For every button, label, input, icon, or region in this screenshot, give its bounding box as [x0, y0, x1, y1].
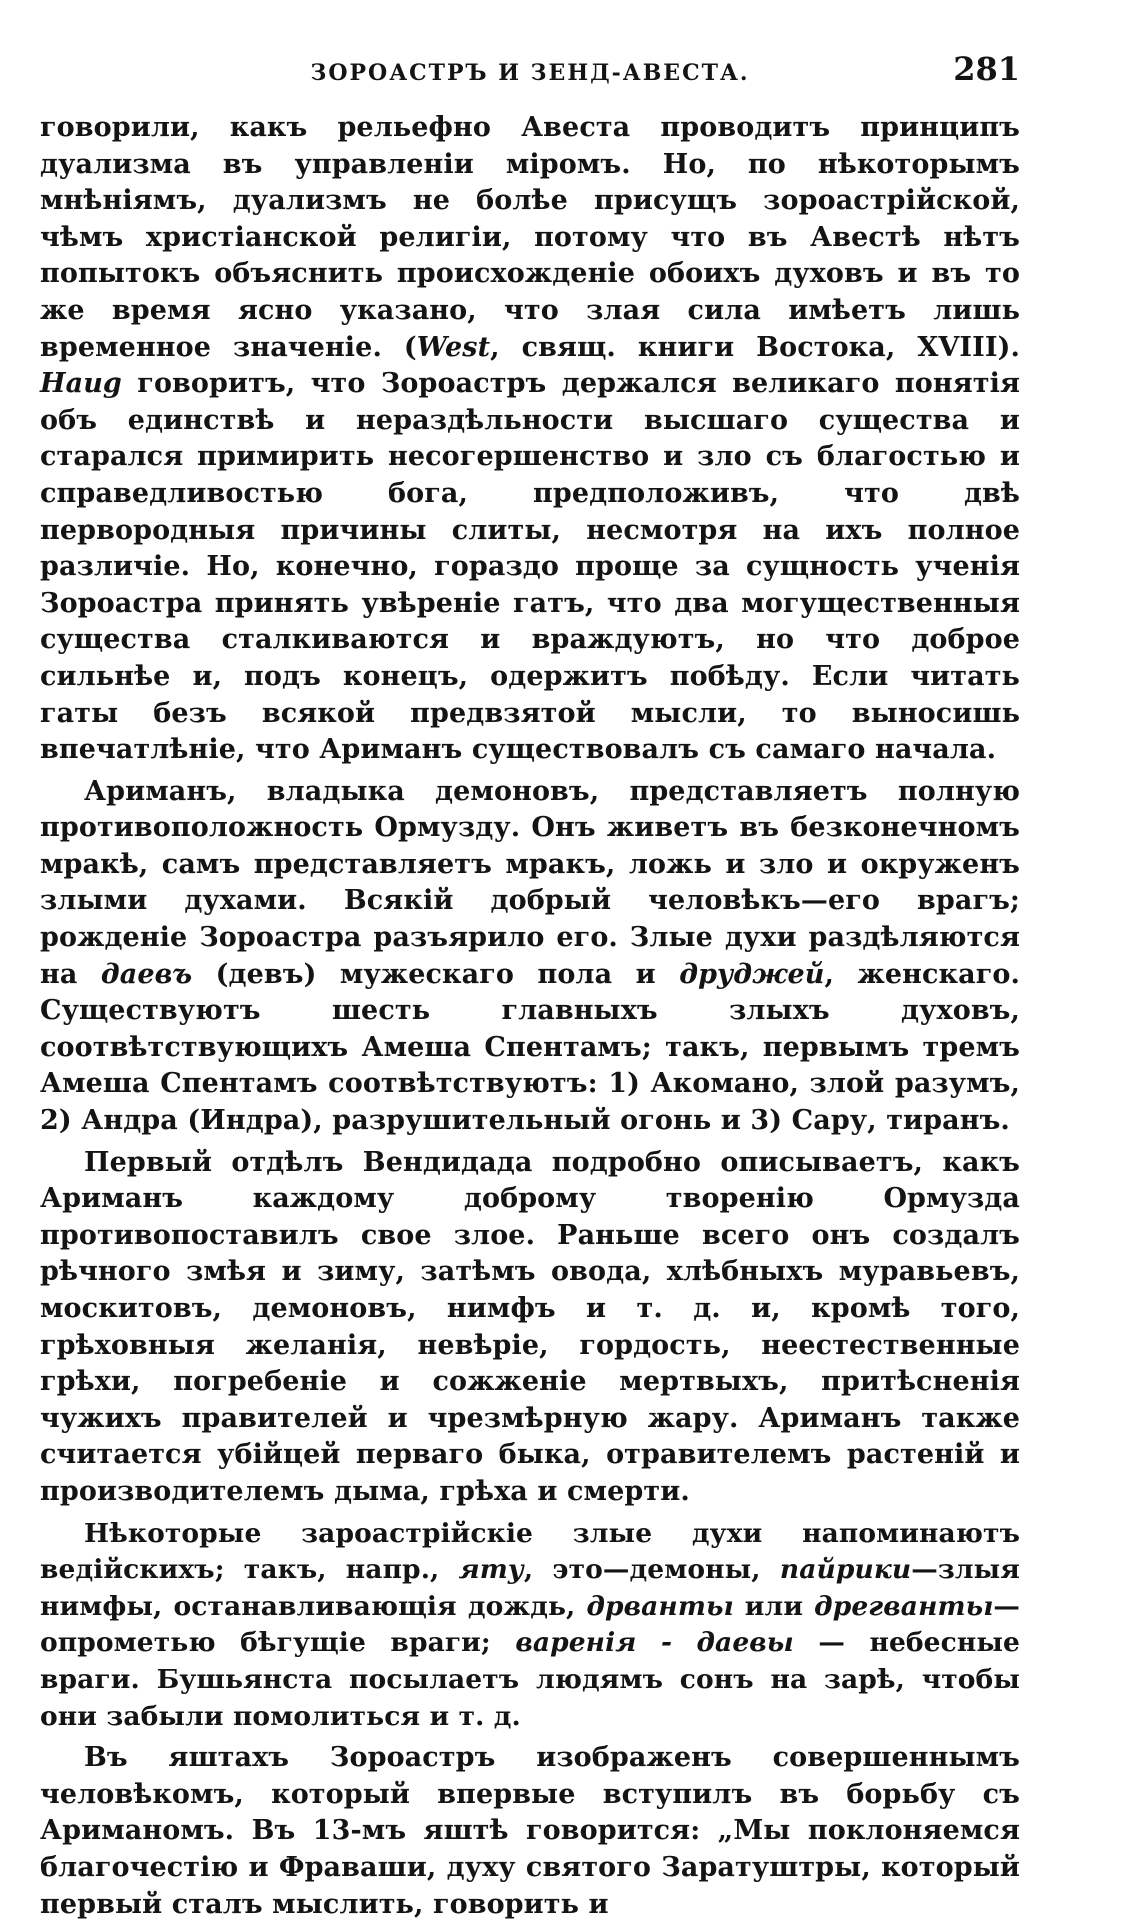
text-run: говорили, какъ рельефно Авеста проводитъ принципъ дуализма въ управленіи міромъ. Но, по нѣкоторымъ мнѣніямъ, дуализмъ не болѣе присущъ зороастрійской, чѣмъ христіанской религіи, потому что въ Авестѣ нѣтъ попытокъ объяснить происхожденіе обоихъ духовъ и въ то же время ясно указано, что злая сила имѣетъ лишь временное значеніе. ( — [40, 112, 1020, 363]
italic-term: дрвантьı — [586, 1590, 734, 1622]
text-run: (девъ) мужескаго пола и — [192, 958, 680, 990]
paragraph-3 — [40, 1145, 1020, 1511]
italic-term: пайрики — [779, 1554, 912, 1586]
text-run: —злыя нимфы, останавливающія дождь, — [40, 1554, 1020, 1622]
text-run: Первый отдѣлъ Вендидада подробно описываетъ, какъ Ариманъ каждому доброму творенію Ормузда противопоставилъ свое злое. Раньше всего онъ создалъ рѣчного змѣя и зиму, затѣмъ овода, хлѣбныхъ муравьевъ, москитовъ, демоновъ, нимфъ и т. д. и, кромѣ того, грѣховныя желанія, невѣріе, гордость, неестественные грѣхи, погребеніе и сожженіе мертвыхъ, притѣсненія чужихъ правителей и чрезмѣрную жару. Ариманъ также считается убійцей перваго быка, отравителемъ растеній и производителемъ дыма, грѣха и смерти. — [40, 1146, 1020, 1507]
text-run: Въ яштахъ Зороастръ изображенъ совершеннымъ человѣкомъ, который впервые вступилъ въ борьбу съ Ариманомъ. Въ 13-мъ яштѣ говорится: „Мы поклоняемся благочестію и Фраваши, духу святого Заратуштры, который первый сталъ мыслить, говорить и — [40, 1742, 1020, 1920]
italic-term: дрегвантьı — [814, 1590, 994, 1622]
italic-author-name: Haug — [40, 368, 122, 400]
text-run: говоритъ, что Зороастръ держался великаго понятія объ единствѣ и нераздѣльности высшаго существа и старался примирить несогершенство и зло съ благостью и справедливостью бога, предположивъ, что двѣ первородныя причины слиты, несмотря на ихъ полное различіе. Но, конечно, гораздо проще за сущность ученія Зороастра принять увѣреніе гатъ, что два могущественныя существа сталкиваются и враждуютъ, но что доброе сильнѣе и, подъ конецъ, одержитъ побѣду. Если читать гаты безъ всякой предвзятой мысли, то выносишь впечатлѣніе, что Ариманъ существовалъ съ самаго начала. — [40, 368, 1020, 766]
text-run: или — [733, 1590, 815, 1622]
running-title: ЗОРОАСТРЪ И ЗЕНД-АВЕСТА. — [310, 60, 750, 86]
text-run: Нѣкоторые зароастрійскіе злые духи напоминаютъ ведійскихъ; такъ, напр., — [40, 1517, 1020, 1586]
text-run: — небесные враги. Бушьянста посылаетъ людямъ сонъ на зарѣ, чтобы они забыли помолиться и т. д. — [40, 1627, 1020, 1732]
italic-term: даевъ — [100, 958, 193, 990]
italic-term: друджей — [679, 958, 825, 990]
running-head — [40, 50, 1020, 90]
text-run: Ариманъ, владыка демоновъ, представляетъ полную противоположность Ормузду. Онъ живетъ въ безконечномъ мракѣ, самъ представляетъ мракъ, ложь и зло и окруженъ злыми духами. Всякій добрый человѣкъ—его врагъ; рожденіе Зороастра разъярило его. Злые духи раздѣляются на — [40, 775, 1020, 990]
paragraph-5 — [40, 1740, 1020, 1923]
italic-term: варенія - даевы — [515, 1627, 794, 1659]
text-run: , это—демоны, — [523, 1554, 780, 1586]
italic-term: яту — [458, 1554, 524, 1586]
paragraph-1 — [40, 110, 1020, 769]
body-text — [40, 110, 1020, 1928]
paragraph-4 — [40, 1516, 1020, 1736]
text-run: —опрометью бѣгущіе враги; — [40, 1590, 1020, 1659]
italic-author-name: West — [416, 331, 491, 363]
text-run: , свящ. книги Востока, XVIII). — [490, 331, 1020, 363]
paragraph-2 — [40, 774, 1020, 1140]
page-number: 281 — [953, 50, 1020, 88]
text-run: , женскаго. Существуютъ шесть главныхъ злыхъ духовъ, соотвѣтствующихъ Амеша Спентамъ; такъ, первымъ тремъ Амеша Спентамъ соотвѣтствуютъ: 1) Акомано, злой разумъ, 2) Андра (Индра), разрушительный огонь и 3) Сару, тиранъ. — [40, 958, 1020, 1137]
